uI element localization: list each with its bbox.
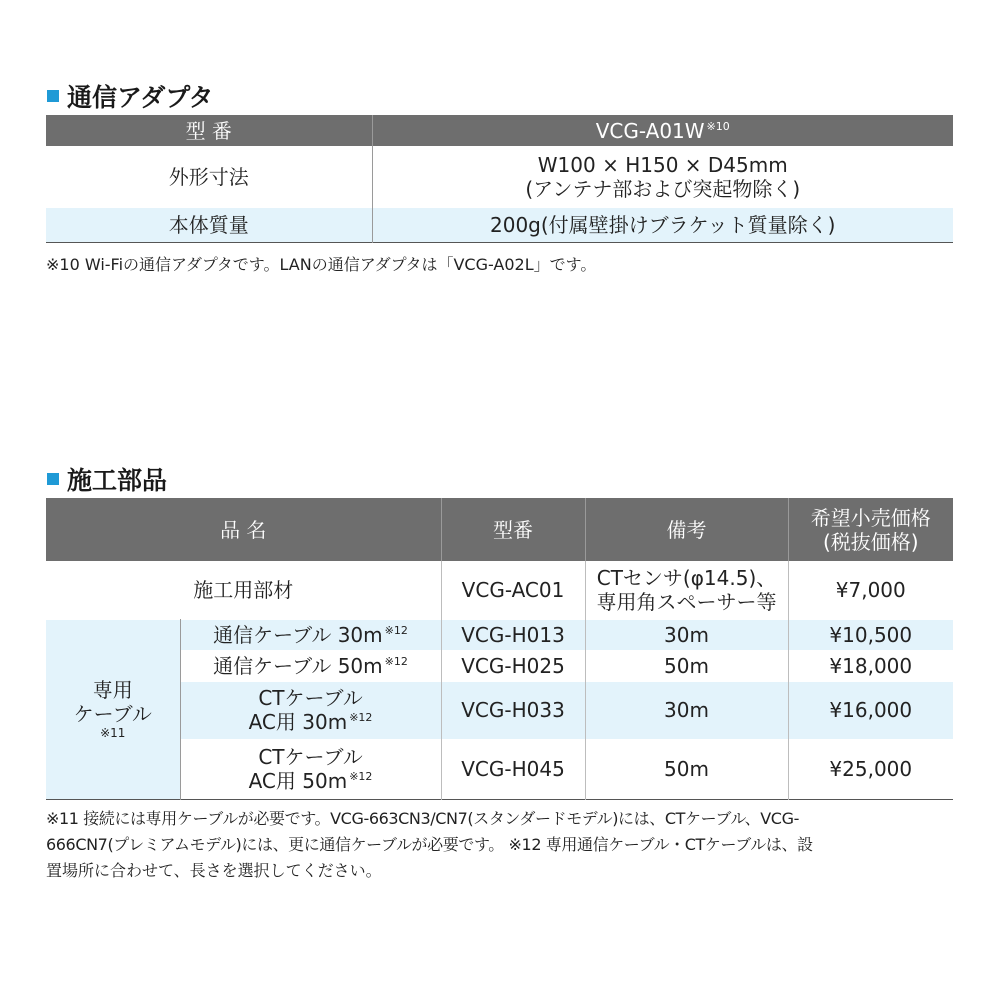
cable-remarks: 50m [585, 739, 788, 799]
cable-name-text: 通信ケーブル 50m [213, 653, 383, 678]
construction-remarks [585, 561, 788, 619]
header-price-line1: 希望小売価格 [810, 505, 931, 530]
dimensions-line2: (アンテナ部および突起物除く) [525, 177, 801, 201]
cable-model: VCG-H013 [441, 619, 585, 650]
square-bullet-icon [47, 90, 59, 102]
model-value-cell [372, 115, 953, 146]
cable-name-text: 通信ケーブル 30m [213, 622, 383, 647]
parts-table [46, 498, 953, 800]
footnote-ref: ※12 [384, 654, 408, 668]
cable-group-label [46, 619, 180, 799]
construction-model: VCG-AC01 [441, 561, 585, 619]
cable-remarks: 30m [585, 681, 788, 739]
cable-price: ¥16,000 [788, 681, 953, 739]
square-bullet-icon [47, 473, 59, 485]
cable-model: VCG-H025 [441, 650, 585, 681]
cable-price: ¥18,000 [788, 650, 953, 681]
cable-name-line2: AC用 30m [248, 710, 348, 734]
section-title-parts [47, 461, 167, 497]
cable-remarks: 50m [585, 650, 788, 681]
header-price-line2: (税抜価格) [822, 529, 919, 554]
cable-group-line2: ケーブル [73, 702, 152, 726]
footnote-ref: ※12 [349, 711, 373, 724]
cable-price: ¥25,000 [788, 739, 953, 799]
dimensions-line1: W100 × H150 × D45mm [537, 153, 788, 177]
header-remarks: 備考 [585, 498, 788, 561]
parts-footnote [46, 806, 961, 884]
table-row [46, 208, 953, 242]
table-row [46, 146, 953, 208]
footnote-ref: ※10 [706, 119, 730, 133]
cable-group-line1: 専用 [92, 678, 133, 702]
weight-value: 200g(付属壁掛けブラケット質量除く) [490, 212, 836, 237]
footnote-ref: ※12 [349, 770, 373, 783]
cable-name [180, 650, 441, 681]
table-row [46, 561, 953, 619]
cable-name-line2-wrap [181, 710, 441, 734]
cable-name [180, 739, 441, 799]
construction-remarks-line2: 専用角スペーサー等 [596, 589, 777, 614]
parts-footnote-line1: ※11 接続には専用ケーブルが必要です。VCG-663CN3/CN7(スタンダードモデル)には、CTケーブル、VCG- [46, 809, 799, 828]
cable-group-note: ※11 [100, 726, 126, 740]
parts-footnote-line2: 666CN7(プレミアムモデル)には、更に通信ケーブルが必要です。 ※12 専用通信ケーブル・CTケーブルは、設 [46, 835, 813, 854]
model-label: 型 番 [46, 115, 372, 146]
cable-name [180, 619, 441, 650]
cable-price: ¥10,500 [788, 619, 953, 650]
table-header-row [46, 498, 953, 561]
adapter-spec-table [46, 115, 953, 243]
adapter-footnote: ※10 Wi-Fiの通信アダプタです。LANの通信アダプタは「VCG-A02L」です。 [46, 255, 597, 274]
table-row [46, 115, 953, 146]
dimensions-value [372, 146, 953, 208]
table-row [46, 650, 953, 681]
cable-name-line1: CTケーブル [258, 745, 363, 769]
construction-price: ¥7,000 [835, 577, 906, 602]
cable-model: VCG-H045 [441, 739, 585, 799]
cable-name [180, 681, 441, 739]
cable-model: VCG-H033 [441, 681, 585, 739]
model-value: VCG-A01W [595, 118, 705, 143]
construction-remarks-line1: CTセンサ(φ14.5)、 [596, 565, 777, 590]
header-name: 品 名 [46, 498, 441, 561]
header-model: 型番 [441, 498, 585, 561]
cable-remarks: 30m [585, 619, 788, 650]
cable-name-line1: CTケーブル [258, 686, 363, 710]
table-row [46, 619, 953, 650]
section-title-adapter [47, 78, 214, 114]
table-row [46, 739, 953, 799]
weight-label: 本体質量 [46, 208, 372, 242]
table-row [46, 681, 953, 739]
cable-name-line2: AC用 50m [248, 769, 348, 793]
cable-name-line2-wrap [181, 769, 441, 793]
section-title-text: 通信アダプタ [67, 83, 214, 112]
section-title-text: 施工部品 [67, 466, 168, 495]
dimensions-label: 外形寸法 [46, 146, 372, 208]
construction-name: 施工用部材 [46, 561, 441, 619]
footnote-ref: ※12 [384, 623, 408, 637]
parts-footnote-line3: 置場所に合わせて、長さを選択してください。 [46, 861, 382, 880]
header-price [788, 498, 953, 561]
